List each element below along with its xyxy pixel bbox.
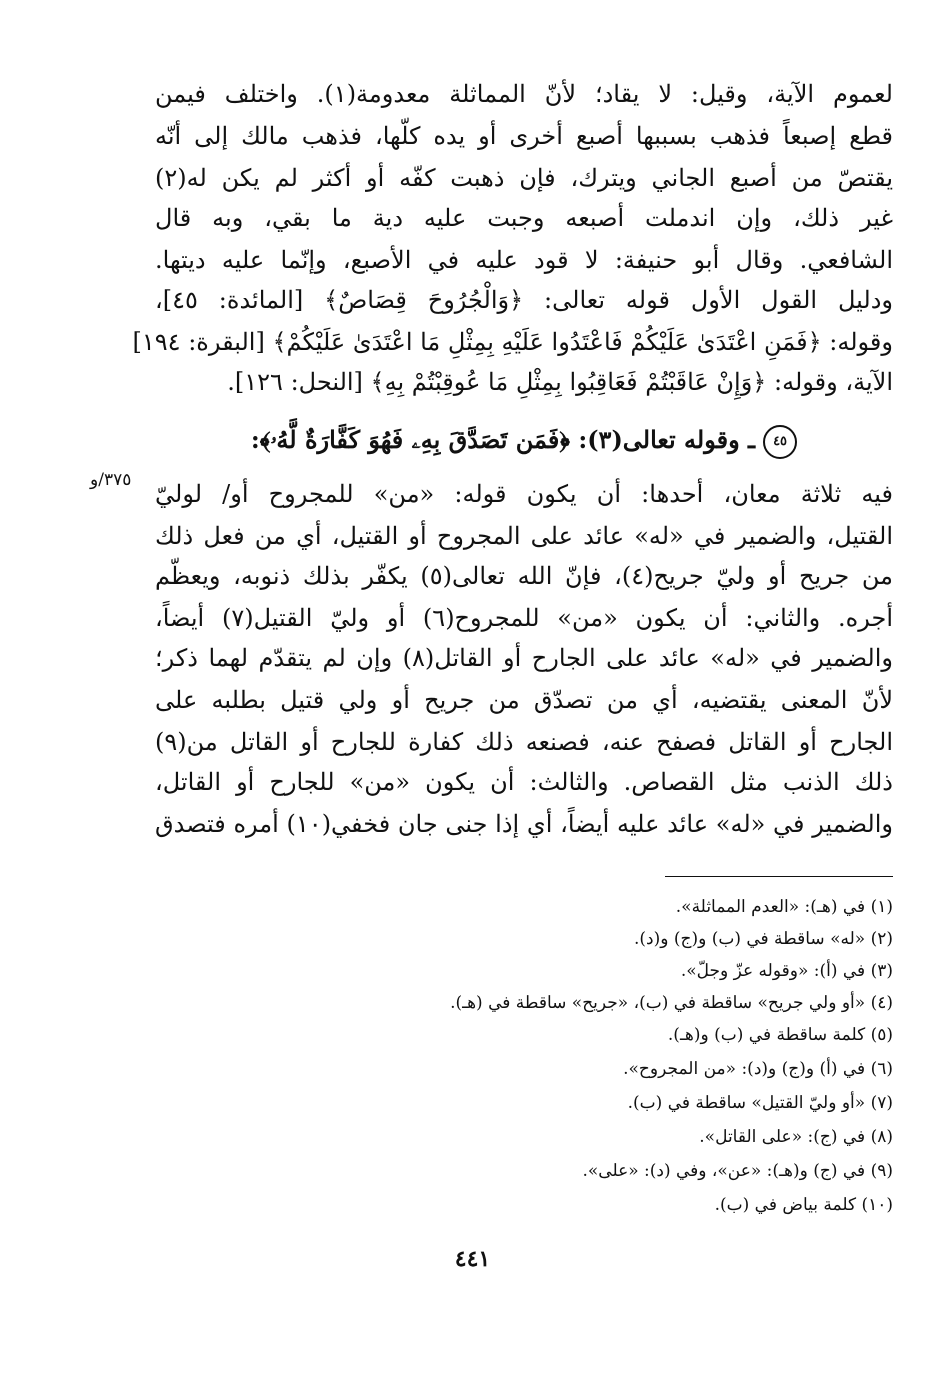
body-line: الآية، وقوله: ﴿وَإِنْ عَاقَبْتُمْ فَعَاقِبُوا بِمِثْلِ مَا عُوقِبْتُمْ بِهِ﴾ [النحل: ١٢٦]. <box>227 368 893 396</box>
body-line: وقوله: ﴿فَمَنِ اعْتَدَىٰ عَلَيْكُمْ فَاعْتَدُوا عَلَيْهِ بِمِثْلِ مَا اعْتَدَىٰ عَلَيْكُمْ﴾ [البقرة: ١٩٤] <box>132 328 893 356</box>
manuscript-folio-note: ٣٧٥/و <box>90 470 132 490</box>
body-line: لأنّ المعنى يقتضيه، أي من تصدّق من جريح أو ولي قتيل بطلبه على <box>155 686 893 714</box>
body-line: الجارح أو القاتل فصفح عنه، فصنعه ذلك كفارة للجارح أو القاتل من(٩) <box>155 728 893 756</box>
body-line: من جريح أو وليّ جريح(٤)، فإنّ الله تعالى(٥) يكفّر بذلك ذنوبه، ويعظّم <box>155 562 893 590</box>
body-line: أجره. والثاني: أن يكون «من» للمجروح(٦) أو وليّ القتيل(٧) أيضاً، <box>155 604 894 632</box>
footnote: (٥) كلمة ساقطة في (ب) و(هـ). <box>667 1025 893 1045</box>
footnote: (٤) «أو ولي جريح» ساقطة في (ب)، «جريح» ساقطة في (هـ). <box>450 993 893 1013</box>
body-line: غير ذلك، وإن اندملت أصبعه وجبت عليه دية ما بقي، وبه قال <box>155 204 894 232</box>
footnote-divider <box>665 876 893 877</box>
body-line: القتيل، والضمير في «له» عائد على المجروح أو القتيل، أي من فعل ذلك <box>155 522 893 550</box>
body-line: قطع إصبعاً فذهب بسببها أصبع أخرى أو يده كلّها، فذهب مالك إلى أنّه <box>155 122 893 150</box>
footnote: (١٠) كلمة بياض في (ب). <box>714 1195 893 1215</box>
footnote: (٨) في (ج): «على القاتل». <box>699 1127 893 1147</box>
body-line: والضمير في «له» عائد على الجارح أو القاتل(٨) وإن لم يتقدّم لهما ذكر؛ <box>155 644 894 672</box>
page-number: ٤٤١ <box>454 1246 491 1272</box>
body-line: ذلك الذنب مثل القصاص. والثالث: أن يكون «من» للجارح أو القاتل، <box>155 768 893 796</box>
body-line: الشافعي. وقال أبو حنيفة: لا قود عليه في الأصبع، وإنّما عليه ديتها. <box>155 246 893 274</box>
verse-number-badge: ٤٥ <box>763 425 797 459</box>
footnote: (٢) «له» ساقطة في (ب) و(ج) و(د). <box>633 929 893 949</box>
footnote: (٩) في (ج) و(هـ): «عن»، وفي (د): «على». <box>582 1161 893 1181</box>
footnote: (٧) «أو وليّ القتيل» ساقطة في (ب). <box>627 1093 893 1113</box>
body-line: فيه ثلاثة معان، أحدها: أن يكون قوله: «من» للمجروح أو/ لوليّ <box>155 480 893 508</box>
footnote: (٣) في (أ): «وقوله عزّ وجلّ». <box>680 961 893 981</box>
footnote: (١) في (هـ): «العدم المماثلة». <box>675 897 893 917</box>
body-line: يقتصّ من أصبع الجاني ويترك، فإن ذهبت كفّه أو أكثر لم يكن له(٢) <box>155 164 893 192</box>
body-line: والضمير في «له» عائد عليه أيضاً، أي إذا جنى جان فخفي(١٠) أمره فتصدق <box>155 810 893 838</box>
verse-heading-text: ـ وقوله تعالى(٣): ﴿فَمَن تَصَدَّقَ بِهِۦ فَهُوَ كَفَّارَةٌ لَّهُۥ﴾: <box>250 425 756 454</box>
body-line: ودليل القول الأول قوله تعالى: ﴿وَالْجُرُوحَ قِصَاصٌ﴾ [المائدة: ٤٥]، <box>155 286 893 314</box>
body-line: لعموم الآية، وقيل: لا يقاد؛ لأنّ المماثلة معدومة(١). واختلف فيمن <box>155 80 893 108</box>
footnote: (٦) في (أ) و(ج) و(د): «من المجروح». <box>623 1059 893 1079</box>
verse-heading <box>155 420 893 460</box>
